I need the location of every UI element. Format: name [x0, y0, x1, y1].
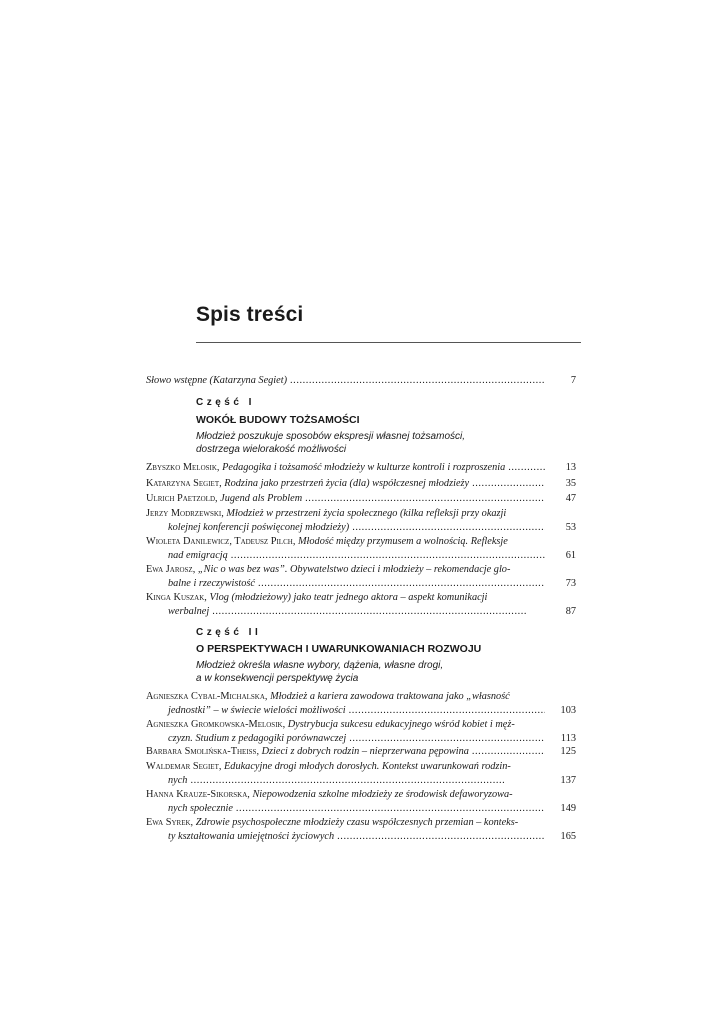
entry-title: Jugend als Problem	[220, 493, 303, 504]
entry-title-cont: werbalnej	[168, 605, 210, 617]
part-title: O PERSPEKTYWACH I UWARUNKOWANIACH ROZWOJU	[196, 643, 482, 655]
page-number: 137	[560, 774, 576, 786]
entry-title-cont: jednostki” – w świecie wielości możliwości	[168, 704, 346, 716]
part-label: Część I	[196, 397, 255, 408]
entry-title: Pedagogika i tożsamość młodzieży w kulturze kontroli i rozproszenia	[222, 462, 506, 473]
entry-title: Rodzina jako przestrzeń życia (dla) współczesnej młodzieży	[224, 478, 470, 489]
toc-entry[interactable]: Kinga Kuszak, Vlog (młodzieżowy) jako teatr jednego aktora – aspekt komunikacji werbalnej . . . 87	[146, 591, 576, 618]
toc-entry[interactable]: Ewa Syrek, Zdrowie psychospołeczne młodzieży czasu współczesnych przemian – konteks- ty kształtowania umiejętności życiowych . . . 165	[146, 816, 576, 843]
entry-title-cont: kolejnej konferencji poświęconej młodzieży)	[168, 521, 350, 533]
leader-dots	[352, 521, 545, 535]
leader-dots	[190, 774, 545, 788]
part-label: Część II	[196, 627, 262, 638]
page-number: 113	[560, 732, 576, 744]
entry-title: Młodość między przymusem a wolnością. Refleksje	[297, 536, 508, 547]
entry-title-cont: czyzn. Studium z pedagogiki porównawczej	[168, 732, 347, 744]
entry-author: Jerzy Modrzewski	[146, 508, 222, 519]
entry-author: Agnieszka Gromkowska-Melosik	[146, 719, 283, 730]
toc-entry[interactable]: Jerzy Modrzewski, Młodzież w przestrzeni życia społecznego (kilka refleksji przy okazji kolejnej konferencji poświęconej młodzieży) . . . 53	[146, 507, 576, 534]
toc-entry[interactable]: Wioleta Danilewicz, Tadeusz Pilch, Młodość między przymusem a wolnością. Refleksje nad emigracją . . . 61	[146, 535, 576, 562]
leader-dots	[349, 704, 545, 718]
leader-dots	[305, 492, 545, 506]
entry-title: „Nic o was bez was”. Obywatelstwo dzieci i młodzieży – rekomendacje glo-	[197, 564, 511, 575]
page-number: 165	[560, 830, 576, 842]
leader-dots	[472, 477, 545, 491]
entry-title: Młodzież a kariera zawodowa traktowana jako „własność	[270, 691, 510, 702]
toc-entry-preface[interactable]	[146, 374, 576, 388]
entry-author: Wioleta Danilewicz, Tadeusz Pilch	[146, 536, 293, 547]
entry-title: Niepowodzenia szkolne młodzieży ze środowisk defaworyzowa-	[252, 789, 513, 800]
toc-entry[interactable]: Waldemar Segiet, Edukacyjne drogi młodych dorosłych. Kontekst uwarunkowań rodzin- nych . . . 137	[146, 760, 576, 787]
page-number: 103	[560, 704, 576, 716]
entry-title-cont: balne i rzeczywistość	[168, 577, 255, 589]
entry-author: Waldemar Segiet	[146, 761, 219, 772]
leader-dots	[212, 605, 545, 619]
page-number: 61	[565, 549, 576, 561]
leader-dots	[337, 830, 545, 844]
entry-author: Hanna Krauze-Sikorska	[146, 789, 248, 800]
page-number: 13	[565, 462, 576, 473]
leader-dots	[508, 461, 545, 475]
entry-title-cont: nych	[168, 774, 188, 786]
part-description: Młodzież poszukuje sposobów ekspresji własnej tożsamości, dostrzega wielorakość możliwości	[196, 431, 466, 455]
leader-dots	[236, 802, 545, 816]
leader-dots	[472, 745, 545, 759]
entry-author: Agnieszka Cybal-Michalska	[146, 691, 265, 702]
page-number: 35	[565, 478, 576, 489]
entry-title-cont: nad emigracją	[168, 549, 228, 561]
page-number: 47	[565, 493, 576, 504]
page-number: 87	[565, 605, 576, 617]
title-rule	[196, 342, 581, 343]
toc-entry[interactable]: Ewa Jarosz, „Nic o was bez was”. Obywatelstwo dzieci i młodzieży – rekomendacje glo- balne i rzeczywistość . . . 73	[146, 563, 576, 590]
entry-title: Młodzież w przestrzeni życia społecznego (kilka refleksji przy okazji	[226, 508, 507, 519]
toc-entry[interactable]: Hanna Krauze-Sikorska, Niepowodzenia szkolne młodzieży ze środowisk defaworyzowa- nych społecznie . . . 149	[146, 788, 576, 815]
toc-entry[interactable]: Agnieszka Gromkowska-Melosik, Dystrybucja sukcesu edukacyjnego wśród kobiet i męż- czyzn. Studium z pedagogiki porównawczej . . . 113	[146, 718, 576, 745]
page-number: 125	[560, 746, 576, 757]
part-description: Młodzież określa własne wybory, dążenia, własne drogi, a w konsekwencji perspektywę życia	[196, 660, 444, 684]
preface-label: Słowo wstępne (Katarzyna Segiet)	[146, 375, 288, 386]
entry-title-cont: nych społecznie	[168, 802, 233, 814]
toc-entry[interactable]: Zbyszko Melosik, Pedagogika i tożsamość młodzieży w kulturze kontroli i rozproszenia . . . 13	[146, 461, 576, 475]
page-number: 73	[565, 577, 576, 589]
entry-author: Kinga Kuszak	[146, 592, 205, 603]
leader-dots	[290, 374, 545, 388]
entry-author: Katarzyna Segiet	[146, 478, 220, 489]
entry-title: Dystrybucja sukcesu edukacyjnego wśród kobiet i męż-	[287, 719, 515, 730]
entry-author: Ewa Jarosz	[146, 564, 193, 575]
leader-dots	[349, 732, 545, 746]
toc-entry[interactable]: Agnieszka Cybal-Michalska, Młodzież a kariera zawodowa traktowana jako „własność jednostki” – w świecie wielości możliwości . . . 103	[146, 690, 576, 717]
toc-entry[interactable]: Ulrich Paetzold, Jugend als Problem . . . 47	[146, 492, 576, 506]
entry-author: Barbara Smolińska-Theiss	[146, 746, 257, 757]
entry-title: Vlog (młodzieżowy) jako teatr jednego aktora – aspekt komunikacji	[209, 592, 488, 603]
page-number: 149	[560, 802, 576, 814]
toc-entry[interactable]: Katarzyna Segiet, Rodzina jako przestrzeń życia (dla) współczesnej młodzieży . . . 35	[146, 477, 576, 491]
entry-title: Dzieci z dobrych rodzin – nieprzerwana pępowina	[261, 746, 469, 757]
page-title: Spis treści	[196, 303, 304, 326]
part-title: WOKÓŁ BUDOWY TOŻSAMOŚCI	[196, 414, 360, 426]
entry-author: Zbyszko Melosik	[146, 462, 217, 473]
entry-title: Zdrowie psychospołeczne młodzieży czasu współczesnych przemian – konteks-	[195, 817, 519, 828]
leader-dots	[231, 549, 545, 563]
toc-entry[interactable]: Barbara Smolińska-Theiss, Dzieci z dobrych rodzin – nieprzerwana pępowina . . . 125	[146, 745, 576, 759]
page-number: 53	[565, 521, 576, 533]
entry-title: Edukacyjne drogi młodych dorosłych. Kontekst uwarunkowań rodzin-	[224, 761, 511, 772]
leader-dots	[258, 577, 545, 591]
entry-title-cont: ty kształtowania umiejętności życiowych	[168, 830, 335, 842]
entry-author: Ulrich Paetzold	[146, 493, 216, 504]
entry-author: Ewa Syrek	[146, 817, 191, 828]
page-number: 7	[570, 375, 576, 386]
